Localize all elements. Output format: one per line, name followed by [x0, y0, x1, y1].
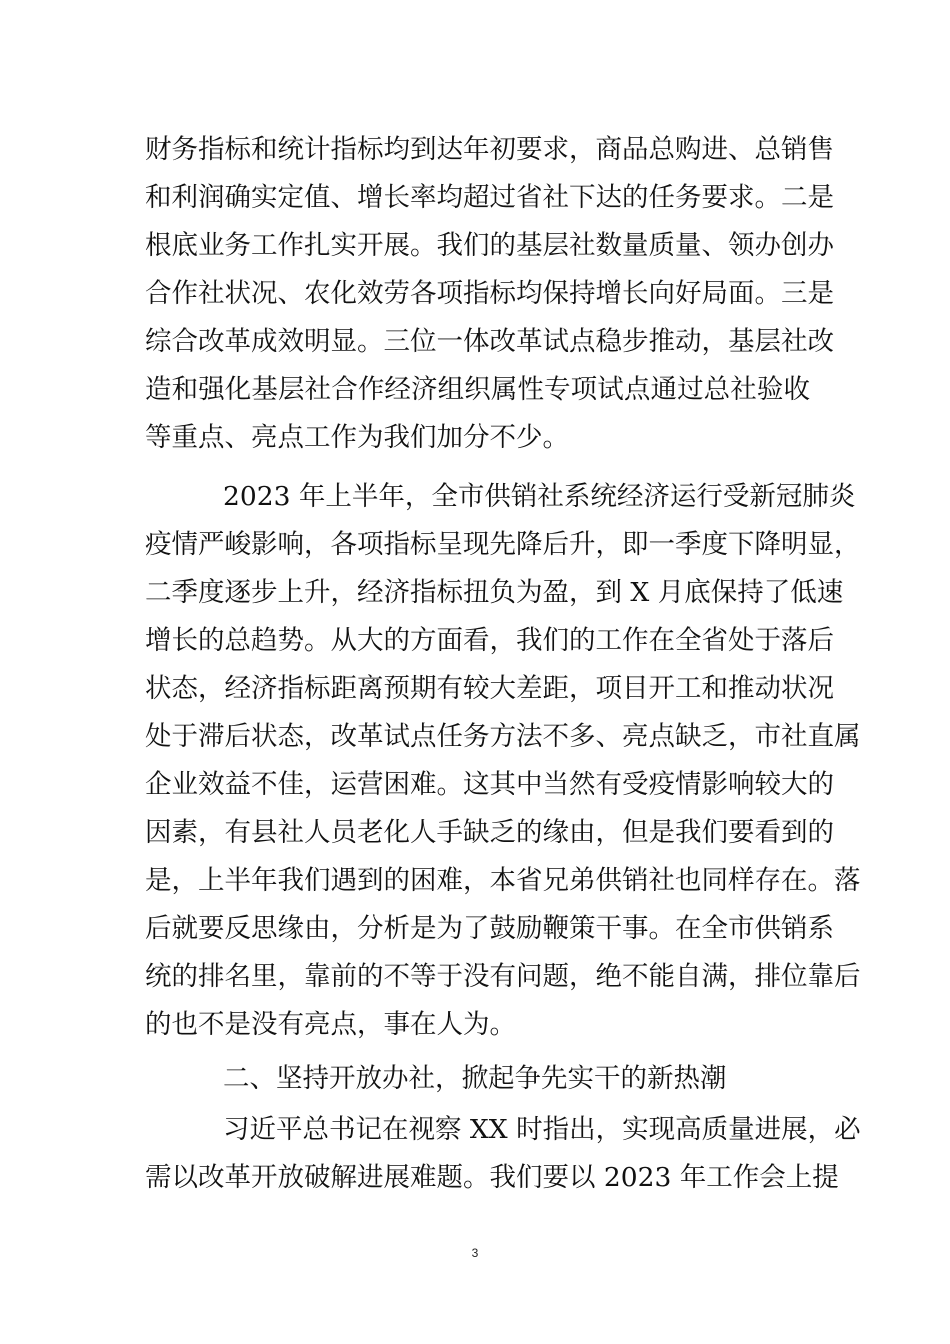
paragraph-2-line: 因素，有县社人员老化人手缺乏的缘由，但是我们要看到的 [145, 817, 834, 848]
paragraph-2-line: 增长的总趋势。从大的方面看，我们的工作在全省处于落后 [145, 625, 834, 656]
section-heading: 二、坚持开放办社，掀起争先实干的新热潮 [223, 1063, 727, 1094]
paragraph-1-line: 造和强化基层社合作经济组织属性专项试点通过总社验收 [145, 374, 810, 405]
paragraph-2-line: 是，上半年我们遇到的困难，本省兄弟供销社也同样存在。落 [145, 865, 861, 896]
paragraph-2-line: 处于滞后状态，改革试点任务方法不多、亮点缺乏，市社直属 [145, 721, 861, 752]
paragraph-2-line: 统的排名里，靠前的不等于没有问题，绝不能自满，排位靠后 [145, 961, 861, 992]
page-number: 3 [471, 1246, 479, 1260]
paragraph-1-line: 和利润确实定值、增长率均超过省社下达的任务要求。二是 [145, 182, 834, 213]
paragraph-3-line: 需以改革开放破解进展难题。我们要以 2023 年工作会上提 [145, 1162, 839, 1193]
paragraph-2-line: 疫情严峻影响，各项指标呈现先降后升，即一季度下降明显， [145, 529, 861, 560]
paragraph-3-line: 习近平总书记在视察 XX 时指出，实现高质量进展，必 [223, 1114, 861, 1145]
paragraph-2-line: 后就要反思缘由，分析是为了鼓励鞭策干事。在全市供销系 [145, 913, 834, 944]
paragraph-1-line: 根底业务工作扎实开展。我们的基层社数量质量、领办创办 [145, 230, 834, 261]
paragraph-1-line: 等重点、亮点工作为我们加分不少。 [145, 422, 569, 453]
paragraph-2-line: 2023 年上半年，全市供销社系统经济运行受新冠肺炎 [223, 481, 856, 512]
paragraph-2-line: 状态，经济指标距离预期有较大差距，项目开工和推动状况 [145, 673, 834, 704]
paragraph-2-line: 企业效益不佳，运营困难。这其中当然有受疫情影响较大的 [145, 769, 834, 800]
paragraph-2-line: 二季度逐步上升，经济指标扭负为盈，到 X 月底保持了低速 [145, 577, 844, 608]
paragraph-2-line: 的也不是没有亮点，事在人为。 [145, 1009, 516, 1040]
paragraph-1-line: 财务指标和统计指标均到达年初要求，商品总购进、总销售 [145, 134, 834, 165]
paragraph-1-line: 合作社状况、农化效劳各项指标均保持增长向好局面。三是 [145, 278, 834, 309]
paragraph-1-line: 综合改革成效明显。三位一体改革试点稳步推动，基层社改 [145, 326, 834, 357]
